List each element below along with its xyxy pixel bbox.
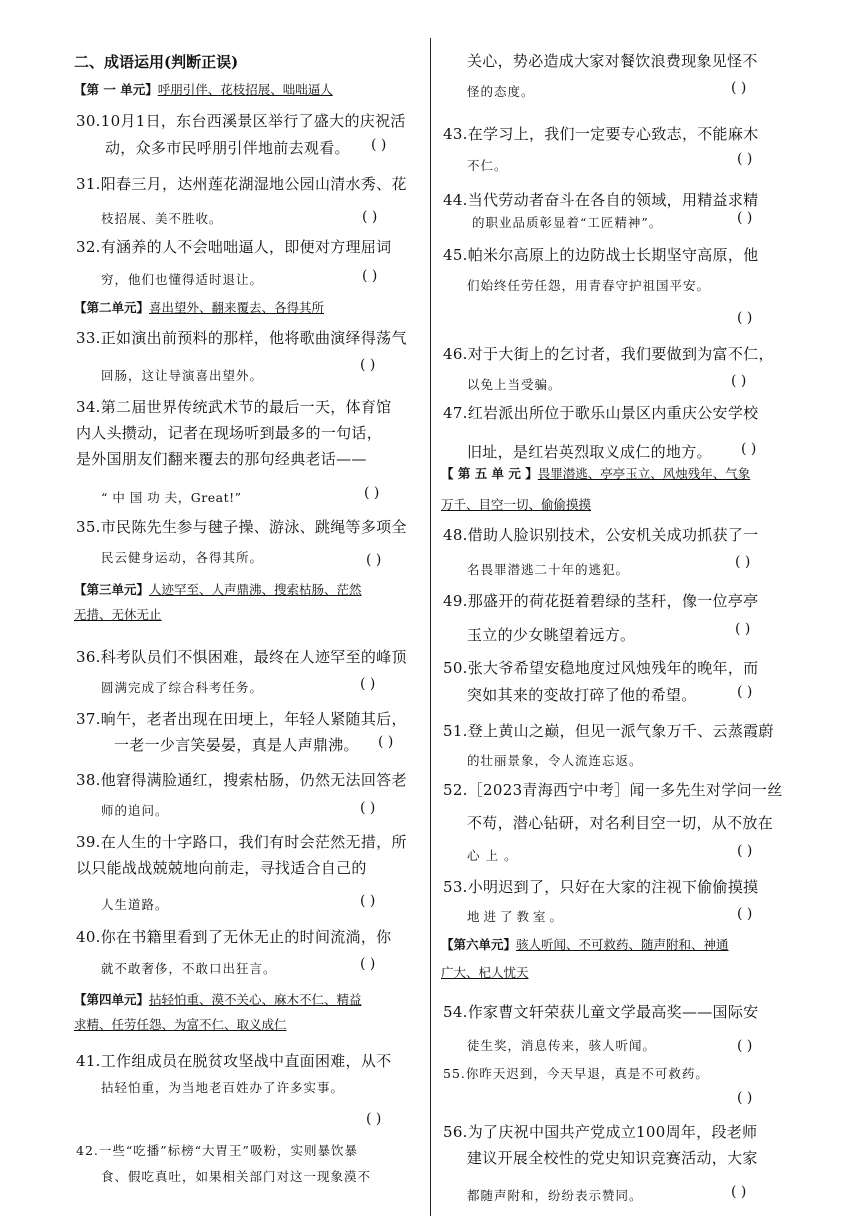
question-34-line-4: “ 中 国 功 夫，Great!” (101, 490, 242, 505)
question-35-line-1: 35.市民陈先生参与毽子操、游泳、跳绳等多项全 (76, 518, 407, 536)
answer-bracket-43[interactable]: ( ) (737, 151, 753, 167)
unit-idioms: 广大、杞人忧天 (441, 965, 529, 980)
unit-idioms: 无措、无休无止 (74, 607, 162, 622)
question-51-line-2: 的壮丽景象，令人流连忘返。 (467, 753, 643, 768)
question-56-line-2: 建议开展全校性的党史知识竞赛活动，大家 (467, 1149, 758, 1167)
unit-idioms: 喜出望外、翻来覆去、各得其所 (149, 300, 325, 315)
answer-bracket-33[interactable]: ( ) (360, 357, 376, 373)
unit-1-header (74, 80, 333, 98)
unit-tag: 【第六单元】 (441, 937, 517, 952)
question-39-line-1: 39.在人生的十字路口，我们有时会茫然无措，所 (76, 833, 407, 851)
question-42-line-2: 食、假吃真吐，如果相关部门对这一现象漠不 (101, 1169, 372, 1184)
answer-bracket-48[interactable]: ( ) (735, 554, 751, 570)
answer-bracket-54[interactable]: ( ) (737, 1038, 753, 1054)
unit-4-header (74, 990, 362, 1008)
question-37-line-2: 一老一少言笑晏晏，真是人声鼎沸。 (114, 736, 359, 754)
answer-bracket-47[interactable]: ( ) (741, 441, 757, 457)
question-34-line-3: 是外国朋友们翻来覆去的那句经典老话—— (76, 450, 367, 468)
question-53-line-2: 地进了教室。 (467, 909, 567, 924)
answer-bracket-30[interactable]: ( ) (371, 137, 387, 153)
question-34-line-1: 34.第二届世界传统武术节的最后一天，体育馆 (76, 398, 392, 416)
unit-idioms: 拈轻怕重、漠不关心、麻木不仁、精益 (149, 992, 362, 1007)
question-52-line-3: 心上。 (467, 848, 523, 863)
answer-bracket-39[interactable]: ( ) (360, 893, 376, 909)
question-31-line-1: 31.阳春三月，达州莲花湖湿地公园山清水秀、花 (76, 175, 407, 193)
question-44-line-2: 的职业品质彰显着“工匠精神”。 (472, 215, 663, 230)
question-33-line-1: 33.正如演出前预料的那样，他将歌曲演绎得荡气 (76, 329, 407, 347)
question-54-line-2: 徒生奖，消息传来，骇人听闻。 (467, 1038, 657, 1053)
question-47-line-1: 47.红岩派出所位于歌乐山景区内重庆公安学校 (443, 404, 759, 422)
question-38-line-1: 38.他窘得满脸通红，搜索枯肠，仍然无法回答老 (76, 771, 407, 789)
unit-idioms: 人迹罕至、人声鼎沸、搜索枯肠、茫然 (149, 582, 362, 597)
question-33-line-2: 回肠，这让导演喜出望外。 (101, 368, 264, 383)
question-43-line-1: 43.在学习上，我们一定要专心致志，不能麻木 (443, 125, 759, 143)
question-39-line-2: 以只能战战兢兢地向前走，寻找适合自己的 (76, 859, 367, 877)
unit-idioms: 骇人听闻、不可救药、随声附和、神通 (516, 937, 729, 952)
question-48-line-1: 48.借助人脸识别技术，公安机关成功抓获了一 (443, 526, 759, 544)
question-38-line-2: 师的追问。 (101, 803, 169, 818)
question-46-line-1: 46.对于大街上的乞讨者，我们要做到为富不仁， (443, 345, 774, 363)
question-32-line-2: 穷，他们也懂得适时退让。 (101, 272, 264, 287)
answer-bracket-55[interactable]: ( ) (737, 1090, 753, 1106)
unit-tag: 【第二单元】 (74, 300, 150, 315)
question-50-line-1: 50.张大爷希望安稳地度过风烛残年的晚年，而 (443, 659, 759, 677)
question-47-line-2: 旧址，是红岩英烈取义成仁的地方。 (467, 443, 712, 461)
question-46-line-2: 以免上当受骗。 (467, 377, 562, 392)
unit-idioms: 畏罪潜逃、亭亭玉立、风烛残年、气象 (537, 466, 751, 481)
question-52-line-2: 不苟，潜心钻研，对名利目空一切，从不放在 (467, 814, 774, 832)
question-42-line-3: 关心，势必造成大家对餐饮浪费现象见怪不 (467, 52, 758, 70)
answer-bracket-36[interactable]: ( ) (360, 676, 376, 692)
question-45-line-1: 45.帕米尔高原上的边防战士长期坚守高原，他 (443, 246, 759, 264)
unit-idioms: 求精、任劳任怨、为富不仁、取义成仁 (74, 1017, 287, 1032)
answer-bracket-40[interactable]: ( ) (360, 956, 376, 972)
answer-bracket-44[interactable]: ( ) (737, 210, 753, 226)
answer-bracket-31[interactable]: ( ) (362, 209, 378, 225)
answer-bracket-49[interactable]: ( ) (735, 621, 751, 637)
question-53-line-1: 53.小明迟到了，只好在大家的注视下偷偷摸摸 (443, 878, 759, 896)
question-36-line-1: 36.科考队员们不惧困难，最终在人迹罕至的峰顶 (76, 648, 407, 666)
unit-idioms: 呼朋引伴、花枝招展、咄咄逼人 (157, 82, 333, 97)
question-55-line-1: 55.你昨天迟到，今天早退，真是不可救药。 (443, 1066, 709, 1081)
question-56-line-3: 都随声附和，纷纷表示赞同。 (467, 1188, 643, 1203)
answer-bracket-35[interactable]: ( ) (366, 552, 382, 568)
unit-5-header (441, 464, 750, 482)
question-40-line-1: 40.你在书籍里看到了无休无止的时间流淌，你 (76, 928, 392, 946)
answer-bracket-53[interactable]: ( ) (737, 906, 753, 922)
question-36-line-2: 圆满完成了综合科考任务。 (101, 680, 264, 695)
answer-bracket-45[interactable]: ( ) (737, 310, 753, 326)
question-39-line-3: 人生道路。 (101, 897, 169, 912)
answer-bracket-46[interactable]: ( ) (731, 373, 747, 389)
answer-bracket-37[interactable]: ( ) (378, 734, 394, 750)
unit-3-header (74, 580, 362, 598)
question-37-line-1: 37.晌午，老者出现在田埂上，年轻人紧随其后， (76, 710, 407, 728)
question-30-line-1: 30.10月1日，东台西溪景区举行了盛大的庆祝活 (76, 112, 406, 130)
column-divider (430, 38, 431, 1216)
question-32-line-1: 32.有涵养的人不会咄咄逼人，即便对方理屈词 (76, 238, 392, 256)
answer-bracket-38[interactable]: ( ) (360, 800, 376, 816)
unit-6-header (441, 935, 729, 953)
answer-bracket-34[interactable]: ( ) (364, 485, 380, 501)
unit-3-header-cont (74, 605, 162, 623)
question-50-line-2: 突如其来的变故打碎了他的希望。 (467, 686, 697, 704)
question-49-line-1: 49.那盛开的荷花挺着碧绿的茎秆，像一位亭亭 (443, 592, 759, 610)
question-45-line-2: 们始终任劳任怨，用青春守护祖国平安。 (467, 278, 711, 293)
answer-bracket-42[interactable]: ( ) (731, 80, 747, 96)
question-42-line-4: 怪的态度。 (467, 84, 535, 99)
question-44-line-1: 44.当代劳动者奋斗在各自的领域，用精益求精 (443, 191, 759, 209)
answer-bracket-50[interactable]: ( ) (737, 684, 753, 700)
answer-bracket-52[interactable]: ( ) (737, 843, 753, 859)
question-31-line-2: 枝招展、美不胜收。 (101, 211, 223, 226)
section-title: 二、成语运用(判断正误) (74, 53, 239, 71)
question-41-line-1: 41.工作组成员在脱贫攻坚战中直面困难，从不 (76, 1052, 392, 1070)
question-48-line-2: 名畏罪潜逃二十年的逃犯。 (467, 562, 630, 577)
unit-5-header-cont (441, 495, 591, 513)
unit-tag: 【第三单元】 (74, 582, 150, 597)
question-49-line-2: 玉立的少女眺望着远方。 (467, 626, 636, 644)
unit-6-header-cont (441, 963, 529, 981)
answer-bracket-56[interactable]: ( ) (731, 1184, 747, 1200)
question-56-line-1: 56.为了庆祝中国共产党成立100周年，段老师 (443, 1123, 758, 1141)
question-43-line-2: 不仁。 (467, 158, 508, 173)
question-34-line-2: 内人头攒动，记者在现场听到最多的一句话， (76, 424, 383, 442)
question-41-line-2: 拈轻怕重，为当地老百姓办了许多实事。 (101, 1080, 345, 1095)
unit-4-header-cont (74, 1015, 287, 1033)
unit-tag: 【第四单元】 (74, 992, 150, 1007)
answer-bracket-41[interactable]: ( ) (366, 1111, 382, 1127)
unit-tag: 【 第 五 单 元 】 (441, 466, 538, 481)
question-40-line-2: 就不敢奢侈，不敢口出狂言。 (101, 961, 277, 976)
question-35-line-2: 民云健身运动，各得其所。 (101, 550, 264, 565)
unit-2-header (74, 298, 324, 316)
unit-idioms: 万千、目空一切、偷偷摸摸 (441, 497, 592, 512)
question-52-line-1: 52.［2023青海西宁中考］闻一多先生对学问一丝 (443, 781, 783, 799)
question-51-line-1: 51.登上黄山之巅，但见一派气象万千、云蒸霞蔚 (443, 722, 774, 740)
answer-bracket-32[interactable]: ( ) (362, 268, 378, 284)
unit-tag: 【第 一 单元】 (74, 82, 158, 97)
question-54-line-1: 54.作家曹文轩荣获儿童文学最高奖——国际安 (443, 1003, 759, 1021)
question-42-line-1: 42.一些“吃播”标榜“大胃王”吸粉，实则暴饮暴 (76, 1143, 358, 1158)
question-30-line-2: 动，众多市民呼朋引伴地前去观看。 (105, 139, 350, 157)
